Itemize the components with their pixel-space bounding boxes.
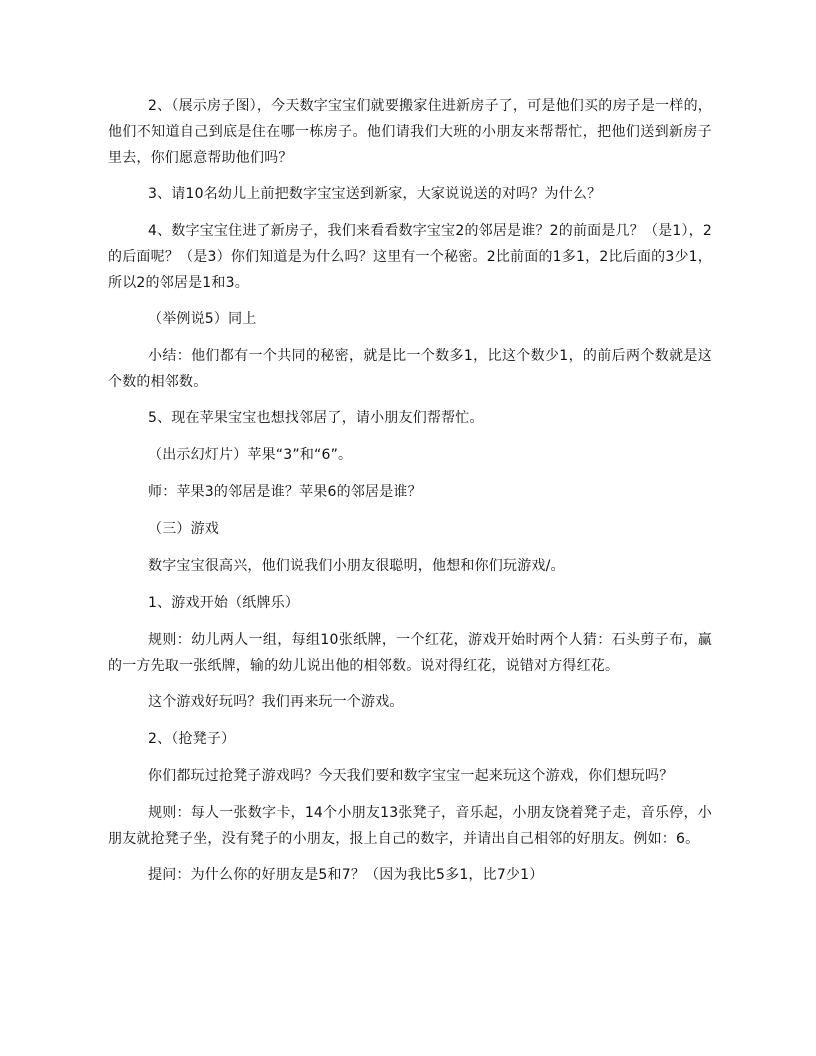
paragraph-game-intro: 数字宝宝很高兴，他们说我们小朋友很聪明，他想和你们玩游戏/。 [148, 558, 565, 574]
paragraph-chair-game-title: 2、（抢凳子） [148, 731, 236, 747]
paragraph-another-game: 这个游戏好玩吗？我们再来玩一个游戏。 [148, 694, 404, 710]
section-heading-game: （三）游戏 [148, 521, 219, 537]
paragraph-card-game-title: 1、游戏开始（纸牌乐） [148, 595, 300, 611]
paragraph-example-5: （举例说5）同上 [148, 311, 257, 327]
paragraph-apple-neighbors: 5、现在苹果宝宝也想找邻居了，请小朋友们帮帮忙。 [148, 410, 484, 426]
document-body [108, 93, 712, 899]
paragraph-send-home: 3、请10名幼儿上前把数字宝宝送到新家，大家说说送的对吗？为什么？ [148, 186, 602, 202]
paragraph-chair-game-rules: 规则：每人一张数字卡，14个小朋友13张凳子，音乐起，小朋友饶着凳子走，音乐停，小朋友就抢凳子坐，没有凳子的小朋友，报上自己的数字，并请出自己相邻的好朋友。例如：6。 [108, 805, 712, 847]
paragraph-summary: 小结：他们都有一个共同的秘密，就是比一个数多1，比这个数少1，的前后两个数就是这个数的相邻数。 [108, 348, 712, 390]
paragraph-moving-house: 2、（展示房子图），今天数字宝宝们就要搬家住进新房子了，可是他们买的房子是一样的，他们不知道自己到底是住在哪一栋房子。他们请我们大班的小朋友来帮帮忙，把他们送到新房子里去，你们愿意帮助他们吗？ [108, 98, 712, 166]
paragraph-neighbors-of-2: 4、数字宝宝住进了新房子，我们来看看数字宝宝2的邻居是谁？2的前面是几？（是1），2的后面呢？（是3）你们知道是为什么吗？这里有一个秘密。2比前面的1多1，2比后面的3少1，所以2的邻居是1和3。 [108, 223, 712, 291]
paragraph-slide: （出示幻灯片）苹果“3”和“6”。 [148, 447, 353, 463]
paragraph-card-game-rules: 规则：幼儿两人一组，每组10张纸牌，一个红花，游戏开始时两个人猜：石头剪子布，赢的一方先取一张纸牌，输的幼儿说出他的相邻数。说对得红花，说错对方得红花。 [108, 632, 712, 674]
paragraph-question: 提问：为什么你的好朋友是5和7？（因为我比5多1，比7少1） [148, 867, 544, 883]
paragraph-chair-game-intro: 你们都玩过抢凳子游戏吗？今天我们要和数字宝宝一起来玩这个游戏，你们想玩吗？ [148, 768, 674, 784]
paragraph-teacher-question: 师：苹果3的邻居是谁？苹果6的邻居是谁？ [148, 484, 422, 500]
